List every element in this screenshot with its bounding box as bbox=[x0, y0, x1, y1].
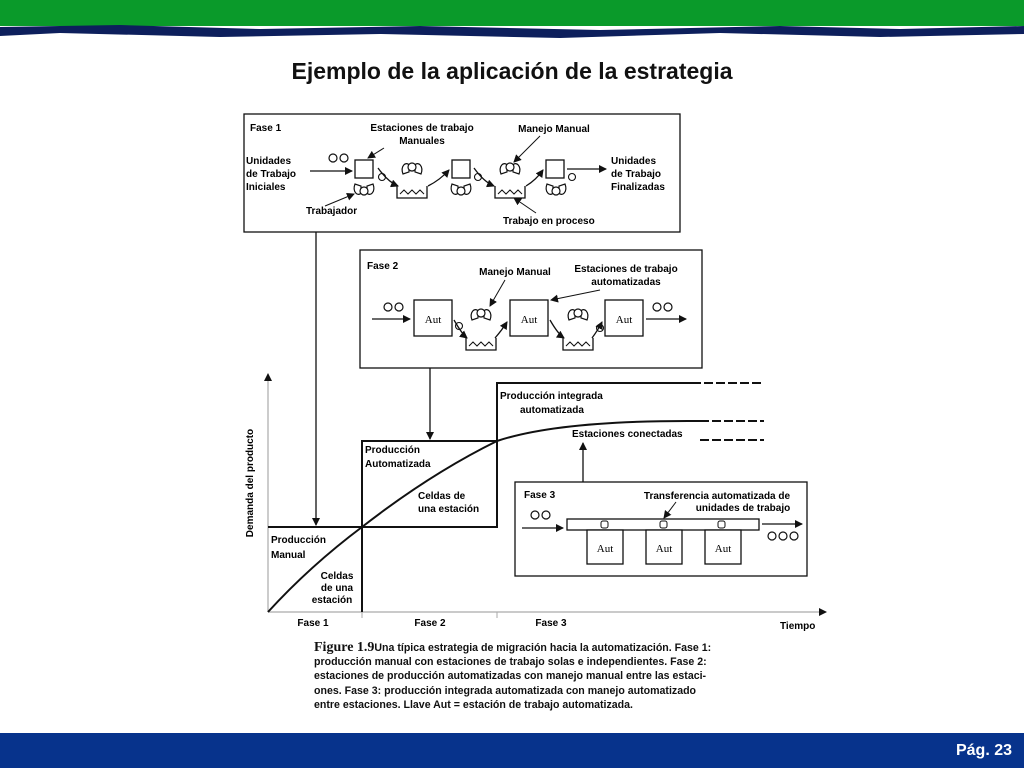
work-unit-icon bbox=[768, 532, 776, 540]
bottom-band bbox=[0, 733, 1024, 768]
x-axis-label: Tiempo bbox=[780, 621, 816, 632]
aut-station-label: Aut bbox=[596, 543, 614, 555]
manual-cells-1: Celdas bbox=[320, 571, 354, 582]
fase1-box bbox=[244, 114, 680, 232]
auto-cells-1: Celdas de bbox=[418, 491, 466, 502]
fase2-stations-label-2: automatizadas bbox=[591, 277, 661, 288]
auto-cells-2: una estación bbox=[418, 504, 480, 515]
work-unit-icon bbox=[340, 154, 348, 162]
caption-line: estaciones de producción automatizadas con manejo manual entre las estaci- bbox=[314, 670, 707, 683]
work-unit-icon bbox=[790, 532, 798, 540]
caption-line: entre estaciones. Llave Aut = estación de trabajo automatizada. bbox=[314, 698, 633, 711]
aut-station-label: Aut bbox=[655, 543, 673, 555]
integrated-label-2: automatizada bbox=[520, 405, 584, 416]
manual-cells-2: de una bbox=[320, 583, 354, 594]
slide-title: Ejemplo de la aplicación de la estrategia bbox=[291, 58, 733, 84]
manual-station-2 bbox=[452, 160, 470, 178]
figure-label: Figure 1.9 bbox=[314, 640, 375, 655]
fase3-label: Fase 3 bbox=[524, 490, 556, 501]
y-axis-label: Demanda del producto bbox=[245, 428, 256, 538]
work-unit-icon bbox=[531, 511, 539, 519]
fase1-input-label-2: de Trabajo bbox=[246, 169, 297, 180]
fase1-stations-label-2: Manuales bbox=[399, 136, 445, 147]
integrated-label-1: Producción integrada bbox=[500, 391, 603, 402]
manual-cells-3: estación bbox=[311, 595, 353, 606]
manual-station-1 bbox=[355, 160, 373, 178]
phase-label: Fase 2 bbox=[414, 618, 446, 629]
page-number: Pág. 23 bbox=[955, 742, 1012, 759]
fase1-worker-label: Trabajador bbox=[306, 206, 358, 217]
work-unit-icon bbox=[779, 532, 787, 540]
fase2-handling-label: Manejo Manual bbox=[479, 267, 551, 278]
work-unit-icon bbox=[395, 303, 403, 311]
work-unit-icon bbox=[664, 303, 672, 311]
phase-label: Fase 3 bbox=[535, 618, 567, 629]
fase2-box bbox=[360, 250, 702, 368]
caption-line: Una típica estrategia de migración hacia la automatización. Fase 1: bbox=[374, 642, 712, 654]
fase3-box bbox=[515, 482, 807, 576]
phase-label: Fase 1 bbox=[297, 618, 329, 629]
work-unit-icon bbox=[384, 303, 392, 311]
auto-label-1: Producción bbox=[365, 445, 421, 456]
aut-station-label: Aut bbox=[520, 314, 538, 326]
manual-label-1: Producción bbox=[271, 535, 327, 546]
fase1-input-label-3: Iniciales bbox=[246, 182, 286, 193]
aut-station-label: Aut bbox=[714, 543, 732, 555]
manual-label-2: Manual bbox=[271, 550, 306, 561]
fase1-output-label-1: Unidades bbox=[611, 156, 657, 167]
fase1-wip-label: Trabajo en proceso bbox=[503, 216, 595, 227]
fase1-input-label-1: Unidades bbox=[246, 156, 292, 167]
fase1-label: Fase 1 bbox=[250, 123, 282, 134]
fase3-transfer-label-2: unidades de trabajo bbox=[695, 503, 791, 514]
fase1-output-label-3: Finalizadas bbox=[611, 182, 665, 193]
auto-label-2: Automatizada bbox=[365, 459, 431, 470]
caption-line: producción manual con estaciones de trabajo solas e independientes. Fase 2: bbox=[314, 656, 707, 669]
caption-line: ones. Fase 3: producción integrada automatizada con manejo automatizado bbox=[314, 684, 697, 697]
connected-label: Estaciones conectadas bbox=[572, 429, 683, 440]
aut-station-label: Aut bbox=[615, 314, 633, 326]
work-unit-icon bbox=[329, 154, 337, 162]
fase1-output-label-2: de Trabajo bbox=[611, 169, 662, 180]
fase2-label: Fase 2 bbox=[367, 261, 399, 272]
figure-caption bbox=[314, 641, 754, 712]
fase2-stations-label-1: Estaciones de trabajo bbox=[574, 264, 678, 275]
fase1-stations-label-1: Estaciones de trabajo bbox=[370, 123, 474, 134]
fase3-transfer-label-1: Transferencia automatizada de bbox=[643, 491, 791, 502]
fase1-handling-label: Manejo Manual bbox=[518, 124, 590, 135]
aut-station-label: Aut bbox=[424, 314, 442, 326]
work-unit-icon bbox=[542, 511, 550, 519]
work-unit-icon bbox=[653, 303, 661, 311]
manual-station-3 bbox=[546, 160, 564, 178]
